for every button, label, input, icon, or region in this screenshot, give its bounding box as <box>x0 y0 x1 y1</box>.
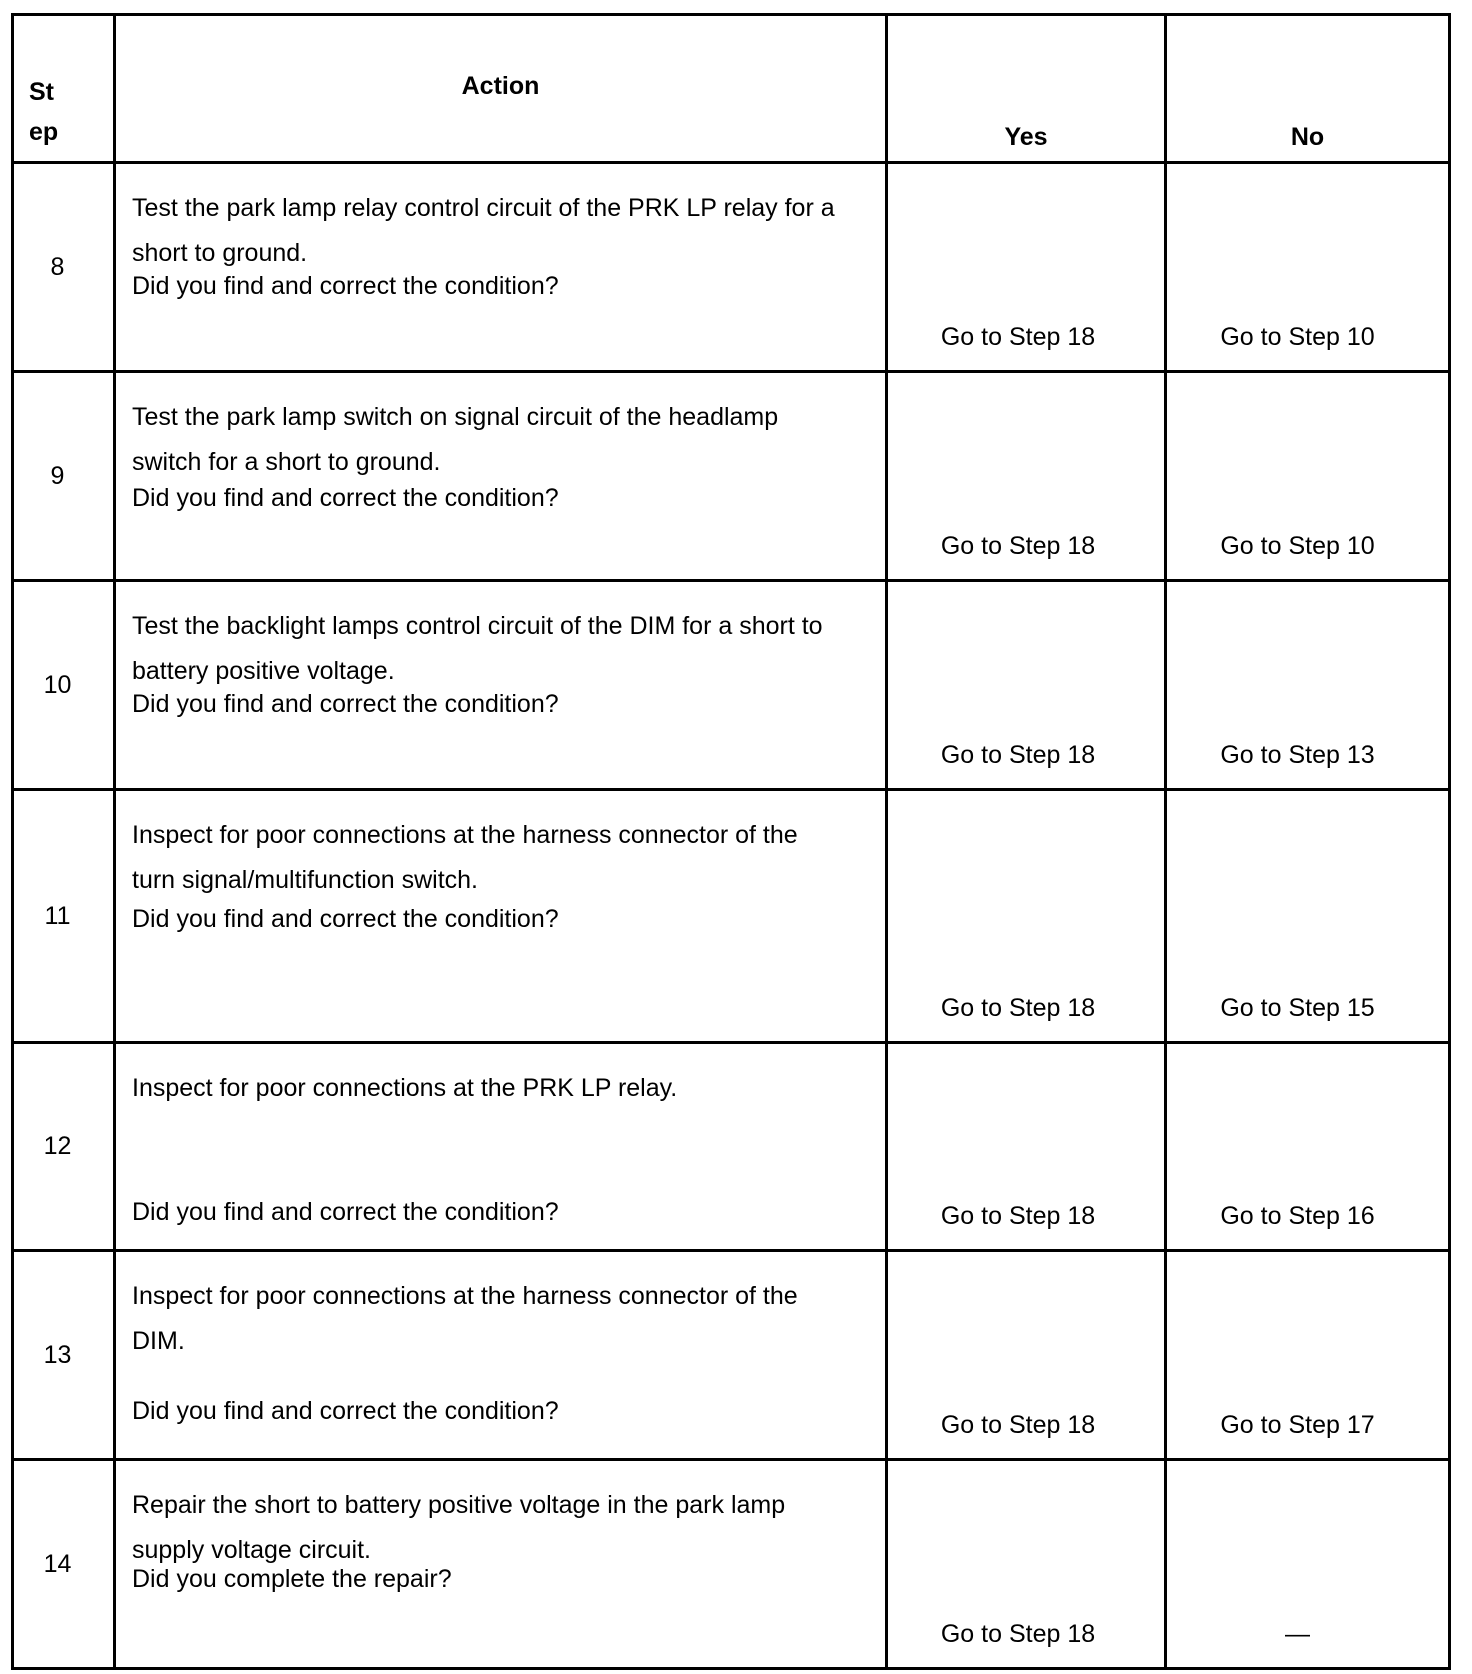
no-cell <box>1166 163 1450 372</box>
action-question: Did you find and correct the condition? <box>132 690 559 718</box>
header-no <box>1166 15 1450 163</box>
step-number: 13 <box>13 1251 115 1460</box>
header-no-label: No <box>1290 123 1325 151</box>
action-text: Inspect for poor connections at the harness connector of the turn signal/multifunction switch. <box>132 821 798 894</box>
action-cell <box>115 1251 887 1460</box>
table-row <box>13 1460 1450 1669</box>
header-row <box>13 15 1450 163</box>
action-text: Test the park lamp relay control circuit of the PRK LP relay for a short to ground. <box>132 194 835 267</box>
no-target: Go to Step 10 <box>1220 323 1375 351</box>
step-number: 11 <box>13 790 115 1043</box>
header-yes <box>887 15 1166 163</box>
header-yes-label: Yes <box>1004 123 1048 151</box>
action-question: Did you complete the repair? <box>132 1565 452 1593</box>
step-number: 14 <box>13 1460 115 1669</box>
yes-target: Go to Step 18 <box>940 1411 1096 1439</box>
no-target: Go to Step 16 <box>1220 1202 1375 1230</box>
yes-target: Go to Step 18 <box>940 1620 1096 1648</box>
table-row <box>13 1043 1450 1251</box>
no-cell <box>1166 1251 1450 1460</box>
table-row <box>13 790 1450 1043</box>
header-action-label: Action <box>461 72 540 100</box>
no-cell <box>1166 1460 1450 1669</box>
no-target: Go to Step 13 <box>1220 741 1375 769</box>
yes-cell <box>887 1460 1166 1669</box>
action-text: Test the park lamp switch on signal circuit of the headlamp switch for a short to ground. <box>132 403 779 476</box>
step-number: 12 <box>13 1043 115 1251</box>
action-text: Test the backlight lamps control circuit of the DIM for a short to battery positive voltage. <box>132 612 823 685</box>
diagnostic-table <box>11 13 1451 1670</box>
yes-target: Go to Step 18 <box>940 323 1096 351</box>
action-text: Inspect for poor connections at the PRK LP relay. <box>132 1074 678 1102</box>
step-number: 9 <box>13 372 115 581</box>
action-question: Did you find and correct the condition? <box>132 1397 559 1425</box>
no-target: — <box>1285 1620 1310 1648</box>
action-cell <box>115 372 887 581</box>
action-cell <box>115 163 887 372</box>
header-step <box>13 15 115 163</box>
action-question: Did you find and correct the condition? <box>132 272 559 300</box>
no-cell <box>1166 372 1450 581</box>
table-row <box>13 581 1450 790</box>
yes-cell <box>887 1251 1166 1460</box>
action-cell <box>115 1460 887 1669</box>
yes-target: Go to Step 18 <box>940 532 1096 560</box>
yes-cell <box>887 1043 1166 1251</box>
action-cell <box>115 581 887 790</box>
yes-cell <box>887 163 1166 372</box>
yes-target: Go to Step 18 <box>940 1202 1096 1230</box>
no-cell <box>1166 790 1450 1043</box>
yes-target: Go to Step 18 <box>940 741 1096 769</box>
yes-target: Go to Step 18 <box>940 994 1096 1022</box>
action-question: Did you find and correct the condition? <box>132 1198 559 1226</box>
no-target: Go to Step 10 <box>1220 532 1375 560</box>
action-question: Did you find and correct the condition? <box>132 484 559 512</box>
action-text: Inspect for poor connections at the harness connector of the DIM. <box>132 1282 798 1355</box>
action-text: Repair the short to battery positive voltage in the park lamp supply voltage circuit. <box>132 1491 786 1564</box>
no-target: Go to Step 17 <box>1220 1411 1375 1439</box>
action-question: Did you find and correct the condition? <box>132 905 559 933</box>
step-number: 10 <box>13 581 115 790</box>
action-cell <box>115 1043 887 1251</box>
no-target: Go to Step 15 <box>1220 994 1375 1022</box>
yes-cell <box>887 790 1166 1043</box>
yes-cell <box>887 372 1166 581</box>
header-step-label: St ep <box>29 78 59 146</box>
table-row <box>13 1251 1450 1460</box>
action-cell <box>115 790 887 1043</box>
no-cell <box>1166 1043 1450 1251</box>
no-cell <box>1166 581 1450 790</box>
yes-cell <box>887 581 1166 790</box>
table-row <box>13 372 1450 581</box>
header-action <box>115 15 887 163</box>
table-row <box>13 163 1450 372</box>
step-number: 8 <box>13 163 115 372</box>
